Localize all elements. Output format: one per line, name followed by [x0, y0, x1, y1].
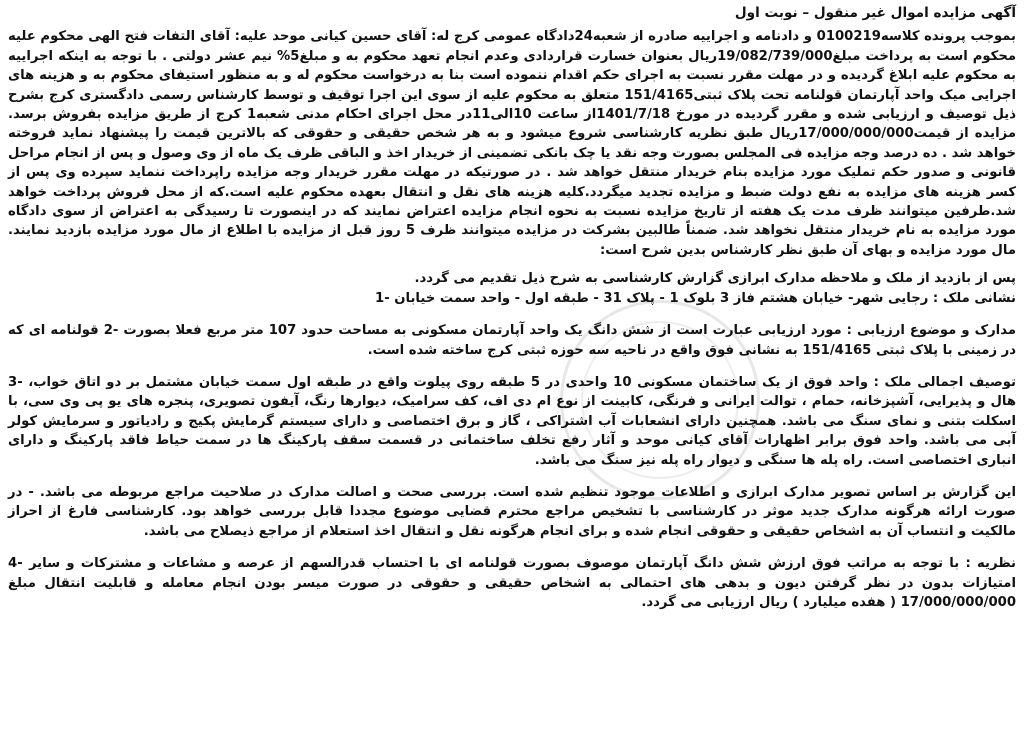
property-description-paragraph: توصیف اجمالی ملک : واحد فوق از یک ساختمان مسکونی 10 واحدی در 5 طبقه روی پیلوت واقع در طبقه اول سمت خیابان مشتمل بر دو اتاق خواب، -3 هال و پذیرایی، آشپزخانه، حمام ، توالت ایرانی و فرنگی، کابینت از نوع ام دی اف، کف سرامیک، دیوارها رنگ، آیفون تصویری، پنجره های یو پی وی سی، با اسکلت بتنی و نمای سنگ می باشد. همچنین دارای انشعابات آب اشتراکی ، گاز و برق اختصاصی و دارای سیستم گرمایش پکیج و رادیاتور و سرمایش کولر آبی می باشد. واحد فوق برابر اظهارات آقای کیانی موحد و آثار رفع تخلف ساختمانی در قسمت سقف پارکینگ ها در سمت حیاط فاقد پارکینگ و دارای انباری اختصاصی است. راه پله ها سنگی و دیوار راه پله نیز سنگ می باشد. — [8, 374, 1016, 468]
notice-intro-paragraph: بموجب پرونده کلاسه0100219 و دادنامه و اجراییه صادره از شعبه24دادگاه عمومی کرج له: آقای حسین کیانی موحد علیه: آقای التفات فتح الهی محکوم علیه محکوم است به پرداخت مبلغ19/082/739/000ریال بعنوان خسارت قراردادی وعدم انجام تعهد محکوم به و مبلغ5% نیم عشر دولتی . با توجه به اینکه اجراییه به محکوم علیه ابلاغ گردیده و در مهلت مقرر نسبت به اجرای حکم اقدام ننموده است بنا به درخواست محکوم له و به منظور استیفای محکوم به و هزینه های اجرایی میک واحد آپارتمان قولنامه تحت پلاک ثبتی151/4165 متعلق به محکوم علیه از سوی این اجرا توقیف و توسط کارشناس رسمی دادگستری کرج بشرح ذیل توصیف و ارزیابی شده و مقرر گردیده در مورخ 1401/7/18از ساعت 10الی11در محل اجرای احکام مدنی شعبه1 کرج از طریق مزایده بفروش برسد. مزایده از قیمت17/000/000/000ریال طبق نظریه کارشناسی شروع میشود و به هر شخص حقیقی و حقوقی که بالاترین قیمت را پیشنهاد نماید فروخته خواهد شد . ده درصد وجه مزایده فی المجلس بصورت وجه نقد یا چک بانکی تضمینی از خریدار اخذ و الباقی ظرف یک ماه از وی وصول و پس از انجام مراحل قانونی و صدور حکم تملیک مورد مزایده بنام خریدار منتقل خواهد شد . در صورتیکه در مهلت مقرر خریدار وجه مزایده راپرداخت ننماید سپرده وی پس از کسر هزینه های مزایده به نفع دولت ضبط و مزایده تجدید میگردد.کلیه هزینه های نقل و انتقال بعهده محکوم علیه است.که از محل فروش پرداخت خواهد شد.طرفین میتوانند ظرف مدت یک هفته از تاریخ مزایده نسبت به نحوه انجام مزایده اعتراض نمایند که در اینصورت تا رسیدگی به اعتراض از سوی دادگاه مورد مزایده به نام خریدار منتقل نخواهد شد. ضمناً طالبین بشرکت در مزایده میتوانند ظرف 5 روز قبل از مزایده با اطلاع از مال مورد مزایده بازدید نمایند. مال مورد مزایده و بهای آن طبق نظر کارشناس بدین شرح است: — [8, 29, 1017, 258]
report-note-paragraph: این گزارش بر اساس تصویر مدارک ابرازی و اطلاعات موجود تنظیم شده است. بررسی صحت و اصالت مدارک در صلاحیت مراجع مربوطه می باشد. - در صورت ارائه هرگونه مدارک جدید موثر در کارشناسی با تشخیص مراجع محترم قضایی موضوع مجددا قابل بررسی خواهد بود. کارشناسی فارغ از احراز مالکیت و انتساب آن به اشخاص حقیقی و حقوقی انجام شده و برای انجام هرگونه نقل و انتقال اخذ استعلام از مراجع ذیصلاح می باشد. — [8, 484, 1016, 539]
property-address: نشانی ملک : رجایی شهر- خیابان هشتم فاز 3 بلوک 1 - پلاک 31 - طبقه اول - واحد سمت خیابان -1 — [375, 290, 1016, 306]
expert-opinion-paragraph: نظریه : با توجه به مراتب فوق ارزش شش دانگ آپارتمان موصوف بصورت قولنامه ای با احتساب قدرالسهم از عرصه و مشاعات و مشترکات و سایر -4 امتیازات بدون در نظر گرفتن دیون و بدهی های احتمالی به اشخاص حقیقی و حقوقی در صورت میسر بودن انجام معامله و قابلیت انتقال مبلغ 17/000/000/000 ( هفده میلیارد ) ریال ارزیابی می گردد. — [8, 556, 1016, 610]
notice-title: آگهی مزایده اموال غیر منقول – نوبت اول — [734, 5, 1016, 21]
auction-notice — [8, 4, 1016, 612]
after-visit-paragraph: پس از بازدید از ملک و ملاحظه مدارک ابرازی گزارش کارشناسی به شرح ذیل تقدیم می گردد. — [414, 271, 1016, 287]
documents-and-subject-paragraph: مدارک و موضوع ارزیابی : مورد ارزیابی عبارت است از شش دانگ یک واحد آپارتمان مسکونی به مساحت حدود 107 متر مربع فعلا بصورت -2 قولنامه ای که در زمینی با پلاک ثبتی 151/4165 به نشانی فوق واقع در ناحیه سه حوزه ثبتی کرج ساخته شده است. — [8, 323, 1016, 358]
